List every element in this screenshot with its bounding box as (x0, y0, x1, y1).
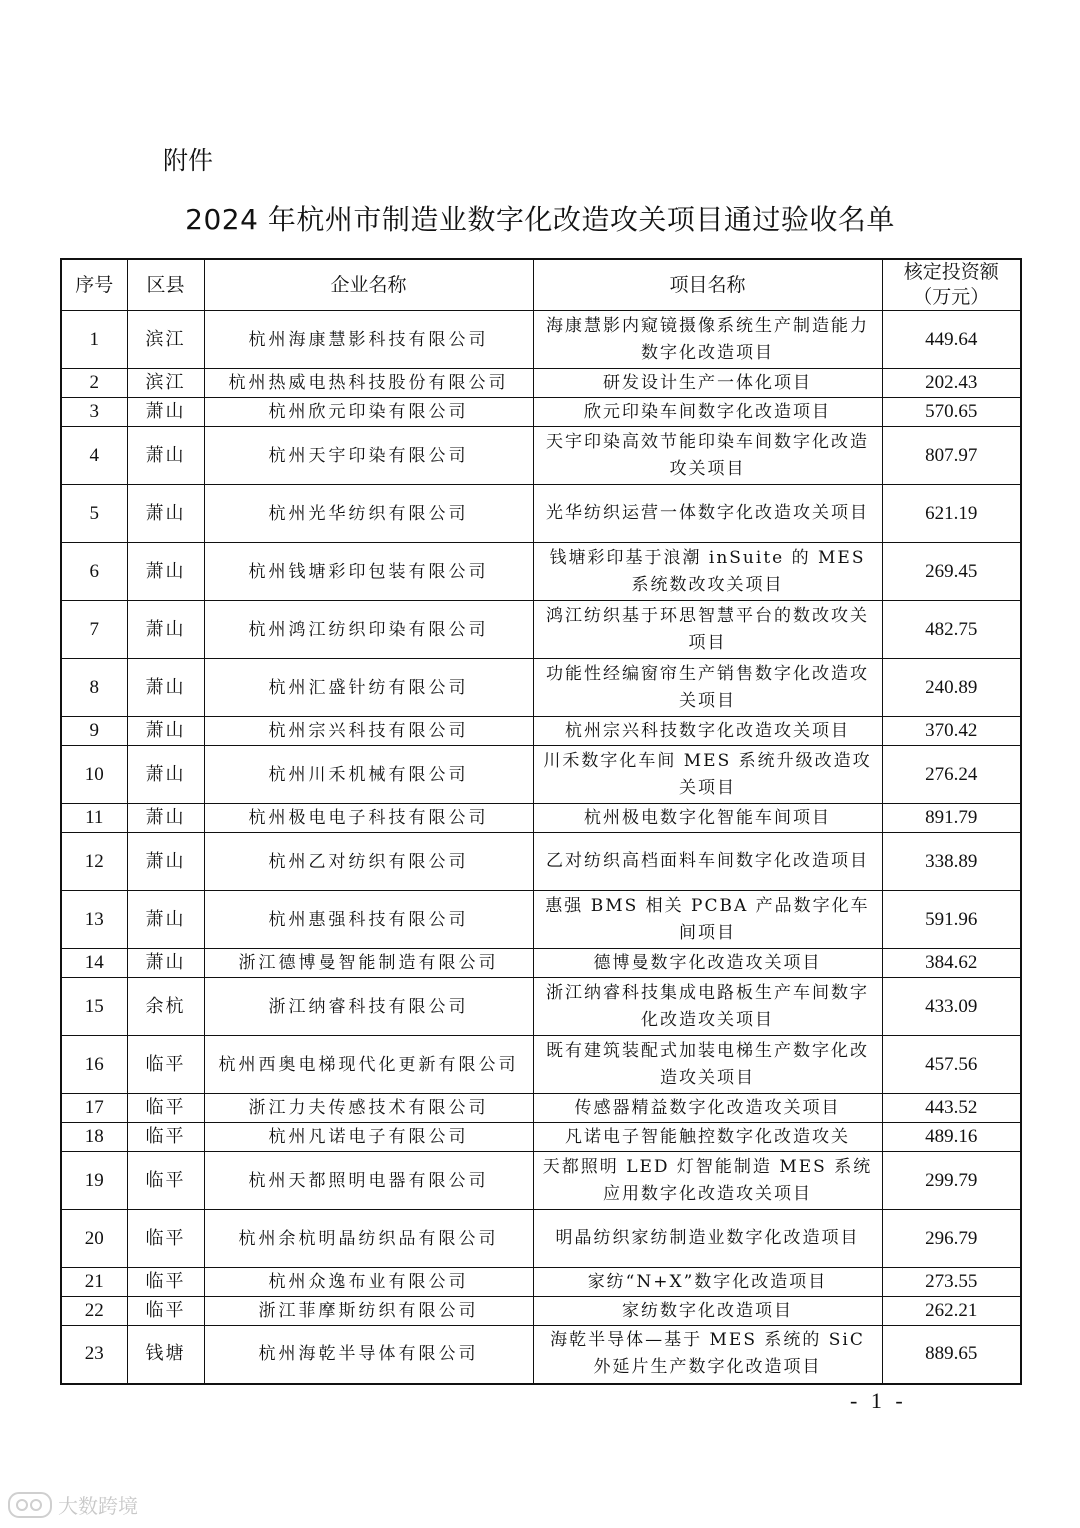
cell-amount: 240.89 (882, 659, 1021, 717)
cell-district: 临平 (127, 1036, 204, 1094)
cell-company: 杭州乙对纺织有限公司 (204, 833, 533, 891)
header-seq: 序号 (61, 259, 127, 311)
cell-project: 浙江纳睿科技集成电路板生产车间数字化改造攻关项目 (533, 978, 882, 1036)
cell-district: 临平 (127, 1152, 204, 1210)
cell-company: 杭州惠强科技有限公司 (204, 891, 533, 949)
cell-company: 杭州钱塘彩印包装有限公司 (204, 543, 533, 601)
cell-amount: 269.45 (882, 543, 1021, 601)
cell-amount: 296.79 (882, 1210, 1021, 1268)
table-row (61, 398, 1021, 427)
cell-district: 萧山 (127, 398, 204, 427)
header-investment-line1: 核定投资额 (903, 261, 999, 283)
table-row (61, 369, 1021, 398)
table-row (61, 891, 1021, 949)
table-row (61, 659, 1021, 717)
cell-seq: 6 (61, 543, 127, 601)
cell-amount: 273.55 (882, 1268, 1021, 1297)
header-district: 区县 (127, 259, 204, 311)
cell-company: 杭州宗兴科技有限公司 (204, 717, 533, 746)
table-row (61, 311, 1021, 369)
cell-project: 乙对纺织高档面料车间数字化改造项目 (533, 833, 882, 891)
cell-district: 余杭 (127, 978, 204, 1036)
table-row (61, 833, 1021, 891)
cell-amount: 889.65 (882, 1326, 1021, 1384)
cell-company: 杭州鸿江纺织印染有限公司 (204, 601, 533, 659)
cell-company: 杭州天宇印染有限公司 (204, 427, 533, 485)
cell-project: 天都照明 LED 灯智能制造 MES 系统应用数字化改造攻关项目 (533, 1152, 882, 1210)
cell-company: 杭州川禾机械有限公司 (204, 746, 533, 804)
cell-project: 既有建筑装配式加装电梯生产数字化改造攻关项目 (533, 1036, 882, 1094)
table-row (61, 427, 1021, 485)
cell-district: 萧山 (127, 717, 204, 746)
cell-district: 临平 (127, 1210, 204, 1268)
cell-district: 萧山 (127, 891, 204, 949)
cell-seq: 8 (61, 659, 127, 717)
cell-company: 浙江力夫传感技术有限公司 (204, 1094, 533, 1123)
cell-project: 家纺“N+X”数字化改造项目 (533, 1268, 882, 1297)
cell-district: 萧山 (127, 427, 204, 485)
cell-company: 杭州欣元印染有限公司 (204, 398, 533, 427)
table-row (61, 601, 1021, 659)
cell-project: 杭州极电数字化智能车间项目 (533, 804, 882, 833)
cell-project: 明晶纺织家纺制造业数字化改造项目 (533, 1210, 882, 1268)
cell-project: 家纺数字化改造项目 (533, 1297, 882, 1326)
cell-company: 杭州天都照明电器有限公司 (204, 1152, 533, 1210)
table-row (61, 543, 1021, 601)
cell-company: 浙江德博曼智能制造有限公司 (204, 949, 533, 978)
cell-district: 萧山 (127, 833, 204, 891)
cell-district: 临平 (127, 1123, 204, 1152)
cell-amount: 338.89 (882, 833, 1021, 891)
cell-district: 萧山 (127, 804, 204, 833)
cell-project: 研发设计生产一体化项目 (533, 369, 882, 398)
cell-project: 功能性经编窗帘生产销售数字化改造攻关项目 (533, 659, 882, 717)
cell-amount: 370.42 (882, 717, 1021, 746)
header-investment-line2: （万元） (913, 286, 990, 308)
cell-project: 惠强 BMS 相关 PCBA 产品数字化车间项目 (533, 891, 882, 949)
cell-amount: 489.16 (882, 1123, 1021, 1152)
table-row (61, 949, 1021, 978)
cell-seq: 7 (61, 601, 127, 659)
cell-project: 钱塘彩印基于浪潮 inSuite 的 MES 系统数改攻关项目 (533, 543, 882, 601)
header-company: 企业名称 (204, 259, 533, 311)
document-title: 2024 年杭州市制造业数字化改造攻关项目通过验收名单 (185, 203, 895, 236)
cell-project: 海康慧影内窥镜摄像系统生产制造能力数字化改造项目 (533, 311, 882, 369)
watermark-logo-icon (8, 1492, 52, 1518)
cell-project: 天宇印染高效节能印染车间数字化改造攻关项目 (533, 427, 882, 485)
cell-amount: 443.52 (882, 1094, 1021, 1123)
cell-company: 浙江纳睿科技有限公司 (204, 978, 533, 1036)
cell-project: 凡诺电子智能触控数字化改造攻关 (533, 1123, 882, 1152)
cell-seq: 18 (61, 1123, 127, 1152)
cell-seq: 16 (61, 1036, 127, 1094)
cell-seq: 1 (61, 311, 127, 369)
table-body (61, 311, 1021, 1384)
cell-seq: 21 (61, 1268, 127, 1297)
table-row (61, 1036, 1021, 1094)
table-row (61, 1326, 1021, 1384)
cell-project: 传感器精益数字化改造攻关项目 (533, 1094, 882, 1123)
cell-seq: 12 (61, 833, 127, 891)
cell-seq: 19 (61, 1152, 127, 1210)
cell-seq: 10 (61, 746, 127, 804)
cell-seq: 17 (61, 1094, 127, 1123)
cell-company: 杭州众逸布业有限公司 (204, 1268, 533, 1297)
cell-company: 杭州凡诺电子有限公司 (204, 1123, 533, 1152)
cell-company: 浙江菲摩斯纺织有限公司 (204, 1297, 533, 1326)
cell-project: 欣元印染车间数字化改造项目 (533, 398, 882, 427)
table-row (61, 1297, 1021, 1326)
cell-amount: 202.43 (882, 369, 1021, 398)
cell-district: 萧山 (127, 601, 204, 659)
cell-seq: 9 (61, 717, 127, 746)
cell-district: 萧山 (127, 543, 204, 601)
acceptance-list-table (60, 258, 1022, 1385)
cell-seq: 2 (61, 369, 127, 398)
table-row (61, 746, 1021, 804)
cell-district: 钱塘 (127, 1326, 204, 1384)
cell-district: 临平 (127, 1268, 204, 1297)
cell-amount: 276.24 (882, 746, 1021, 804)
cell-district: 萧山 (127, 659, 204, 717)
header-investment (882, 259, 1021, 311)
cell-seq: 14 (61, 949, 127, 978)
cell-district: 萧山 (127, 485, 204, 543)
table-row (61, 1094, 1021, 1123)
table-row (61, 717, 1021, 746)
cell-project: 杭州宗兴科技数字化改造攻关项目 (533, 717, 882, 746)
cell-amount: 299.79 (882, 1152, 1021, 1210)
cell-seq: 20 (61, 1210, 127, 1268)
cell-amount: 262.21 (882, 1297, 1021, 1326)
cell-seq: 22 (61, 1297, 127, 1326)
cell-project: 川禾数字化车间 MES 系统升级改造攻关项目 (533, 746, 882, 804)
table-row (61, 1210, 1021, 1268)
cell-amount: 449.64 (882, 311, 1021, 369)
table-row (61, 1268, 1021, 1297)
cell-company: 杭州海康慧影科技有限公司 (204, 311, 533, 369)
table-row (61, 1152, 1021, 1210)
cell-district: 滨江 (127, 311, 204, 369)
attachment-label: 附件 (163, 146, 214, 175)
cell-company: 杭州汇盛针纺有限公司 (204, 659, 533, 717)
cell-seq: 5 (61, 485, 127, 543)
cell-amount: 457.56 (882, 1036, 1021, 1094)
cell-district: 萧山 (127, 746, 204, 804)
table-row (61, 485, 1021, 543)
cell-amount: 591.96 (882, 891, 1021, 949)
cell-amount: 482.75 (882, 601, 1021, 659)
cell-amount: 384.62 (882, 949, 1021, 978)
watermark-text: 大数跨境 (58, 1494, 138, 1518)
cell-seq: 4 (61, 427, 127, 485)
watermark (8, 1490, 138, 1519)
header-project: 项目名称 (533, 259, 882, 311)
cell-amount: 621.19 (882, 485, 1021, 543)
page-number: - 1 - (850, 1388, 907, 1413)
cell-company: 杭州余杭明晶纺织品有限公司 (204, 1210, 533, 1268)
cell-seq: 13 (61, 891, 127, 949)
cell-amount: 807.97 (882, 427, 1021, 485)
cell-project: 光华纺织运营一体数字化改造攻关项目 (533, 485, 882, 543)
cell-amount: 433.09 (882, 978, 1021, 1036)
cell-seq: 11 (61, 804, 127, 833)
cell-company: 杭州光华纺织有限公司 (204, 485, 533, 543)
cell-district: 萧山 (127, 949, 204, 978)
cell-amount: 891.79 (882, 804, 1021, 833)
cell-seq: 23 (61, 1326, 127, 1384)
cell-project: 海乾半导体—基于 MES 系统的 SiC 外延片生产数字化改造项目 (533, 1326, 882, 1384)
cell-district: 临平 (127, 1297, 204, 1326)
cell-district: 滨江 (127, 369, 204, 398)
table-row (61, 1123, 1021, 1152)
table-row (61, 804, 1021, 833)
cell-project: 鸿江纺织基于环思智慧平台的数改攻关项目 (533, 601, 882, 659)
cell-district: 临平 (127, 1094, 204, 1123)
table-row (61, 978, 1021, 1036)
table-header-row (61, 259, 1021, 311)
cell-company: 杭州极电电子科技有限公司 (204, 804, 533, 833)
cell-seq: 15 (61, 978, 127, 1036)
cell-amount: 570.65 (882, 398, 1021, 427)
cell-project: 德博曼数字化改造攻关项目 (533, 949, 882, 978)
cell-company: 杭州热威电热科技股份有限公司 (204, 369, 533, 398)
cell-seq: 3 (61, 398, 127, 427)
cell-company: 杭州海乾半导体有限公司 (204, 1326, 533, 1384)
cell-company: 杭州西奥电梯现代化更新有限公司 (204, 1036, 533, 1094)
